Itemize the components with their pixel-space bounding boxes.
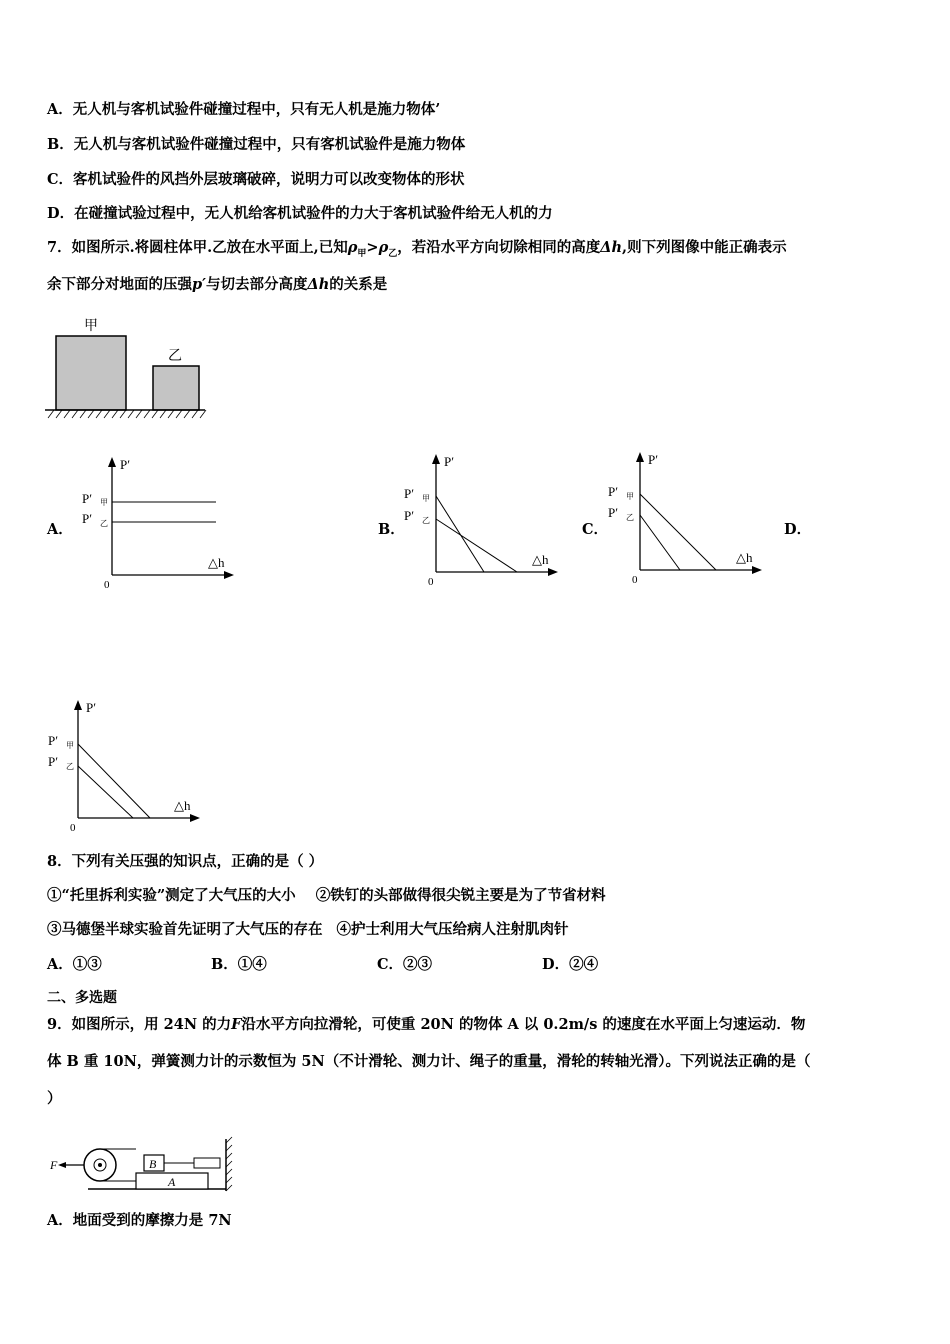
- q7-option-a-label: A．: [47, 521, 73, 538]
- x-axis-label: △h: [174, 798, 191, 813]
- q8-choice-c: C．②③: [377, 956, 433, 973]
- label-f: F: [50, 1158, 58, 1172]
- cylinder-yi: [153, 366, 199, 410]
- q7-stem-line1: 7．如图所示.将圆柱体甲.乙放在水平面上,已知$\rho_甲>\rho_乙$，若沿水平方向切除相同的高度Δh,则下列图像中能正确表示: [47, 239, 787, 259]
- line-p-jia: [640, 494, 716, 570]
- y-axis-label: P′: [648, 452, 659, 467]
- line-p-jia: [436, 496, 484, 572]
- x-axis-label: △h: [736, 550, 753, 565]
- q6-option-d: D．在碰撞试验过程中，无人机给客机试验件的力大于客机试验件给无人机的力: [47, 205, 553, 222]
- origin-label: 0: [428, 576, 434, 588]
- ground-hatch: [48, 410, 206, 418]
- origin-label: 0: [104, 579, 110, 591]
- p-yi-label: P′: [404, 508, 415, 523]
- q8-choice-a: A．①③: [47, 956, 102, 973]
- q8-items-line1: ①“托里拆利实验”测定了大气压的大小 ②铁钉的头部做得很尖锐主要是为了节省材料: [47, 887, 606, 904]
- origin-label: 0: [632, 574, 638, 586]
- y-axis-label: P′: [86, 700, 97, 715]
- q6-option-a: A．无人机与客机试验件碰撞过程中，只有无人机是施力物体’: [47, 101, 441, 118]
- p-yi-sub: 乙: [100, 519, 108, 528]
- p-jia-label: P′: [608, 484, 619, 499]
- p-yi-label: P′: [48, 754, 59, 769]
- q8-choice-b: B．①④: [211, 956, 267, 973]
- p-jia-sub: 甲: [626, 492, 634, 501]
- label-yi: 乙: [168, 349, 182, 364]
- q7-option-d-label: D．: [784, 521, 812, 538]
- q9-option-a: A．地面受到的摩擦力是 7N: [47, 1212, 232, 1229]
- label-a: A: [168, 1175, 176, 1189]
- p-yi-label: P′: [608, 505, 619, 520]
- x-axis-label: △h: [532, 552, 549, 567]
- line-p-jia: [78, 744, 150, 818]
- line-p-yi: [436, 519, 517, 572]
- cylinder-jia: [56, 336, 126, 410]
- wall-hatch: [226, 1137, 232, 1191]
- line-p-yi: [640, 515, 680, 570]
- p-jia-label: P′: [404, 486, 415, 501]
- pulley-figure: [48, 1135, 238, 1195]
- q9-line2: 体 B 重 10N，弹簧测力计的示数恒为 5N（不计滑轮、测力计、绳子的重量，滑轮的转轴光滑）。下列说法正确的是（: [47, 1053, 811, 1070]
- p-jia-sub: 甲: [66, 741, 74, 750]
- spring-scale: [194, 1158, 220, 1168]
- q8-items-line2: ③马德堡半球实验首先证明了大气压的存在 ④护士利用大气压给病人注射肌肉针: [47, 921, 569, 938]
- q7-stem-line2: 余下部分对地面的压强p′与切去部分高度Δh的关系是: [47, 276, 388, 293]
- label-b: B: [149, 1157, 157, 1171]
- q7-option-b-label: B．: [378, 521, 405, 538]
- p-yi-sub: 乙: [422, 516, 430, 525]
- y-axis-label: P′: [120, 457, 131, 472]
- q9-line1: 9．如图所示，用 24N 的力F沿水平方向拉滑轮，可使重 20N 的物体 A 以 0.2m/s 的速度在水平面上匀速运动．物: [47, 1016, 806, 1033]
- graph-c: [608, 450, 768, 590]
- origin-label: 0: [70, 822, 76, 834]
- p-yi-sub: 乙: [626, 513, 634, 522]
- section-title: 二、多选题: [47, 990, 117, 1006]
- q6-option-b: B．无人机与客机试验件碰撞过程中，只有客机试验件是施力物体: [47, 136, 466, 153]
- x-axis-label: △h: [208, 555, 225, 570]
- y-axis-label: P′: [444, 454, 455, 469]
- p-yi-sub: 乙: [66, 762, 74, 771]
- q9-line3: ）: [47, 1090, 62, 1107]
- q7-option-c-label: C．: [582, 521, 609, 538]
- q6-option-c: C．客机试验件的风挡外层玻璃破碎，说明力可以改变物体的形状: [47, 171, 465, 188]
- q8-stem: 8．下列有关压强的知识点，正确的是（ ）: [47, 853, 324, 870]
- p-yi-label: P′: [82, 511, 93, 526]
- cylinders-figure: [40, 310, 210, 420]
- graph-b: [404, 452, 564, 592]
- graph-d: [46, 698, 206, 838]
- p-jia-label: P′: [48, 733, 59, 748]
- p-jia-sub: 甲: [422, 494, 430, 503]
- q8-choice-d: D．②④: [542, 956, 599, 973]
- p-jia-label: P′: [82, 491, 93, 506]
- graph-a: [80, 455, 240, 595]
- p-jia-sub: 甲: [100, 498, 108, 507]
- label-jia: 甲: [84, 319, 98, 334]
